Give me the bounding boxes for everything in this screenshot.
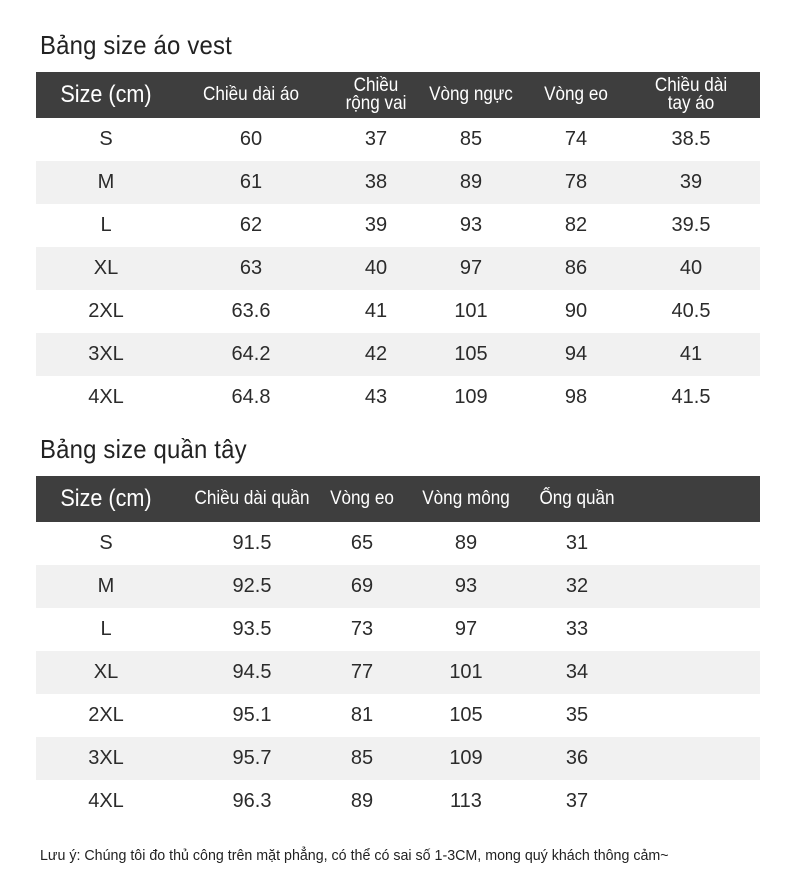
vest-cell: 89 — [459, 171, 483, 193]
vest-cell: 63.6 — [231, 300, 271, 322]
table-row — [36, 204, 760, 247]
vest-cell: 105 — [454, 343, 488, 365]
pants-cell: 85 — [350, 747, 374, 769]
table-row — [36, 161, 760, 204]
vest-cell: 61 — [239, 171, 263, 193]
pants-cell: 35 — [565, 704, 589, 726]
table-row — [36, 737, 760, 780]
vest-cell: 97 — [459, 257, 483, 279]
pants-cell: 96.3 — [232, 790, 272, 812]
vest-cell: 82 — [564, 214, 588, 236]
vest-cell: 94 — [564, 343, 588, 365]
vest-cell: L — [100, 214, 112, 236]
vest-cell: 3XL — [88, 343, 124, 365]
vest-cell: M — [97, 171, 115, 193]
pants-header-cell: Ống quần — [539, 488, 615, 509]
pants-cell: 3XL — [88, 747, 124, 769]
table-row — [36, 333, 760, 376]
vest-cell: 90 — [564, 300, 588, 322]
vest-cell: 42 — [364, 343, 388, 365]
vest-size-table — [36, 72, 760, 419]
pants-cell: 113 — [450, 790, 482, 812]
pants-header-cell: Vòng mông — [422, 488, 510, 509]
vest-cell: 38.5 — [671, 128, 711, 150]
vest-header-cell: Vòng eo — [544, 84, 608, 105]
pants-cell: 92.5 — [232, 575, 272, 597]
pants-cell: 32 — [565, 575, 589, 597]
pants-cell: 93.5 — [232, 618, 272, 640]
vest-cell: 85 — [459, 128, 483, 150]
table-row — [36, 118, 760, 161]
pants-cell: 31 — [565, 532, 589, 554]
pants-cell: 36 — [565, 747, 589, 769]
vest-cell: 41.5 — [671, 386, 711, 408]
pants-header-cell: Vòng eo — [330, 488, 394, 509]
vest-cell: 39 — [364, 214, 388, 236]
pants-cell: 73 — [350, 618, 374, 640]
pants-cell: 2XL — [88, 704, 124, 726]
vest-cell: 74 — [564, 128, 588, 150]
vest-cell: 60 — [239, 128, 263, 150]
pants-cell: M — [97, 575, 115, 597]
vest-header-cell: Chiều dài áo — [202, 84, 300, 105]
pants-cell: 101 — [449, 661, 483, 683]
table-row — [36, 694, 760, 737]
pants-cell: 65 — [350, 532, 374, 554]
vest-cell: 40.5 — [671, 300, 711, 322]
table-row — [36, 522, 760, 565]
vest-cell: 93 — [459, 214, 483, 236]
pants-cell: 109 — [449, 747, 483, 769]
pants-cell: 105 — [449, 704, 483, 726]
vest-cell: 98 — [564, 386, 588, 408]
table-row — [36, 565, 760, 608]
table-row — [36, 247, 760, 290]
pants-header-cell: Chiều dài quần — [194, 488, 310, 509]
table-row — [36, 780, 760, 823]
pants-cell: 33 — [565, 618, 589, 640]
vest-cell: 41 — [364, 300, 388, 322]
vest-cell: 63 — [239, 257, 263, 279]
vest-cell: 37 — [364, 128, 388, 150]
vest-cell: 86 — [564, 257, 588, 279]
vest-cell: 41 — [679, 343, 703, 365]
vest-cell: 40 — [679, 257, 703, 279]
pants-cell: 34 — [565, 661, 589, 683]
pants-header-cell: Size (cm) — [60, 485, 152, 512]
pants-size-table — [36, 476, 760, 823]
vest-cell: 43 — [364, 386, 388, 408]
vest-cell: 38 — [364, 171, 388, 193]
table-row — [36, 376, 760, 419]
vest-cell: 64.2 — [231, 343, 271, 365]
pants-cell: 89 — [454, 532, 478, 554]
pants-cell: 95.7 — [232, 747, 272, 769]
pants-cell: 77 — [350, 661, 374, 683]
vest-cell: 4XL — [88, 386, 124, 408]
pants-header-row — [36, 476, 760, 522]
vest-cell: 62 — [239, 214, 263, 236]
table-row — [36, 651, 760, 694]
measurement-note: Lưu ý: Chúng tôi đo thủ công trên mặt phẳng, có thể có sai số 1-3CM, mong quý khách thông cảm~ — [40, 847, 669, 864]
pants-cell: 69 — [350, 575, 374, 597]
pants-cell: 93 — [454, 575, 478, 597]
vest-cell: 2XL — [88, 300, 124, 322]
vest-header-cell: Chiều rộng vai — [345, 75, 407, 114]
vest-cell: 78 — [564, 171, 588, 193]
vest-cell: S — [99, 128, 113, 150]
pants-cell: 94.5 — [232, 661, 272, 683]
table-row — [36, 608, 760, 651]
pants-cell: 91.5 — [232, 532, 272, 554]
vest-cell: 101 — [454, 300, 488, 322]
pants-size-title: Bảng size quần tây — [40, 434, 247, 464]
vest-cell: XL — [93, 257, 119, 279]
vest-cell: 109 — [454, 386, 488, 408]
vest-header-cell: Vòng ngực — [429, 84, 513, 105]
pants-cell: 97 — [454, 618, 478, 640]
pants-cell: 81 — [350, 704, 374, 726]
pants-cell: 4XL — [88, 790, 124, 812]
table-row — [36, 290, 760, 333]
vest-size-title: Bảng size áo vest — [40, 30, 232, 60]
vest-cell: 39.5 — [671, 214, 711, 236]
vest-cell: 64.8 — [231, 386, 271, 408]
vest-cell: 40 — [364, 257, 388, 279]
vest-cell: 39 — [679, 171, 703, 193]
pants-cell: S — [99, 532, 113, 554]
vest-header-row — [36, 72, 760, 118]
pants-cell: L — [100, 618, 112, 640]
vest-header-cell: Size (cm) — [60, 81, 152, 108]
vest-header-cell: Chiều dài tay áo — [654, 75, 728, 114]
pants-cell: XL — [93, 661, 119, 683]
pants-cell: 37 — [565, 790, 589, 812]
pants-cell: 89 — [350, 790, 374, 812]
pants-cell: 95.1 — [232, 704, 272, 726]
